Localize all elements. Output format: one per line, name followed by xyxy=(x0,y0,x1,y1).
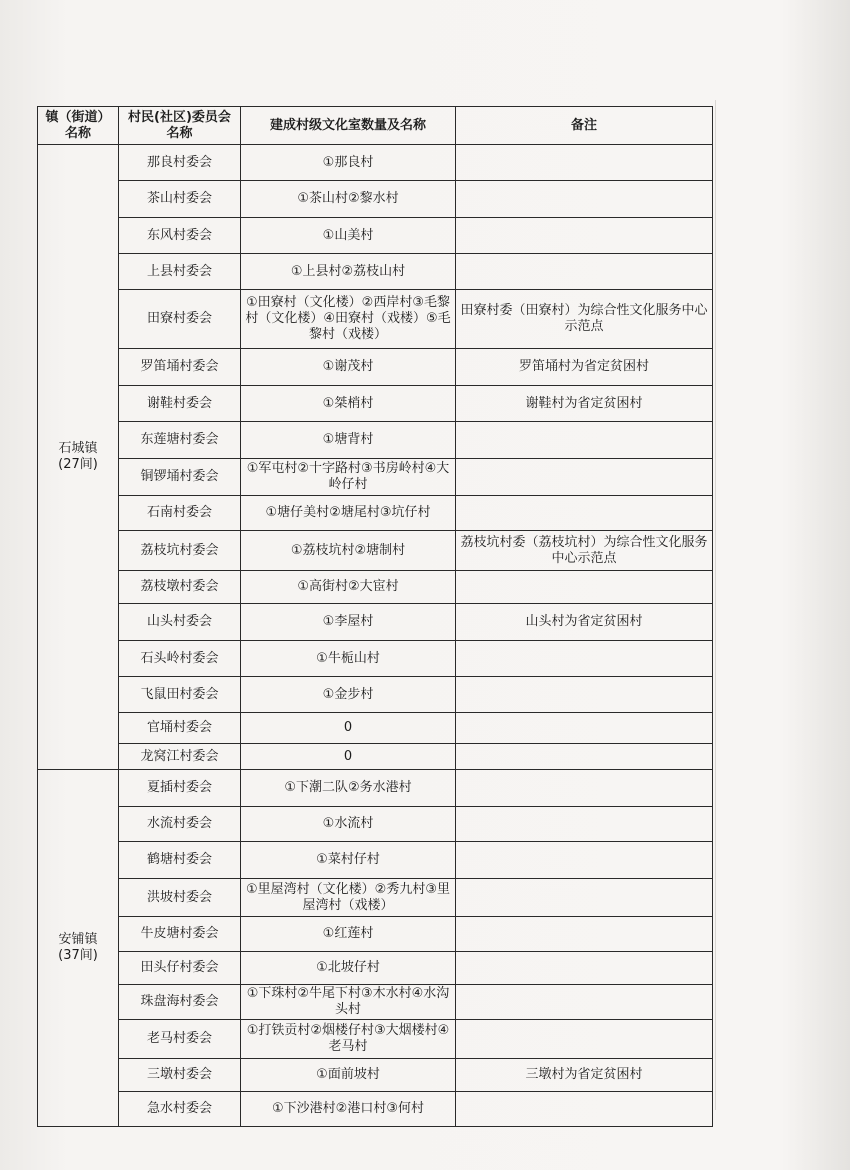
committee-name-cell: 老马村委会 xyxy=(119,1020,241,1059)
table-row xyxy=(38,713,713,744)
note-cell xyxy=(456,181,713,218)
header-room-count: 建成村级文化室数量及名称 xyxy=(241,107,456,145)
committee-name-cell: 水流村委会 xyxy=(119,807,241,842)
committee-name-cell: 三墩村委会 xyxy=(119,1059,241,1092)
town-name: 石城镇 xyxy=(58,441,98,456)
table-row xyxy=(38,422,713,459)
committee-name-cell: 田头仔村委会 xyxy=(119,952,241,985)
room-list-cell: ①下珠村②牛尾下村③木水村④水沟头村 xyxy=(241,985,456,1020)
committee-name-cell: 茶山村委会 xyxy=(119,181,241,218)
committee-name-cell: 东莲塘村委会 xyxy=(119,422,241,459)
committee-name-cell: 珠盘海村委会 xyxy=(119,985,241,1020)
committee-name-cell: 东风村委会 xyxy=(119,218,241,254)
note-cell xyxy=(456,807,713,842)
note-cell xyxy=(456,459,713,496)
room-list-cell: ①红莲村 xyxy=(241,917,456,952)
room-list-cell: ①菜村仔村 xyxy=(241,842,456,879)
table-body xyxy=(38,145,713,1127)
note-cell: 三墩村为省定贫困村 xyxy=(456,1059,713,1092)
room-list-cell: ①那良村 xyxy=(241,145,456,181)
room-list-cell: ①高街村②大宦村 xyxy=(241,571,456,604)
note-cell xyxy=(456,744,713,770)
room-list-cell: 0 xyxy=(241,713,456,744)
table-row xyxy=(38,181,713,218)
table-row xyxy=(38,496,713,531)
table-row xyxy=(38,290,713,349)
town-room-total: (27间) xyxy=(58,457,98,472)
header-note: 备注 xyxy=(456,107,713,145)
committee-name-cell: 上县村委会 xyxy=(119,254,241,290)
note-cell xyxy=(456,145,713,181)
note-cell xyxy=(456,1092,713,1127)
note-cell xyxy=(456,496,713,531)
room-list-cell: ①李屋村 xyxy=(241,604,456,641)
room-list-cell: ①荔枝坑村②塘制村 xyxy=(241,531,456,571)
note-cell: 谢鞋村为省定贫困村 xyxy=(456,386,713,422)
committee-name-cell: 荔枝坑村委会 xyxy=(119,531,241,571)
table-row xyxy=(38,531,713,571)
town-name: 安铺镇 xyxy=(58,932,98,947)
committee-name-cell: 洪坡村委会 xyxy=(119,879,241,917)
table-row xyxy=(38,604,713,641)
table-row xyxy=(38,1092,713,1127)
note-cell xyxy=(456,985,713,1020)
note-cell xyxy=(456,713,713,744)
note-cell: 荔枝坑村委（荔枝坑村）为综合性文化服务中心示范点 xyxy=(456,531,713,571)
room-list-cell: ①金步村 xyxy=(241,677,456,713)
room-list-cell: ①下潮二队②务水港村 xyxy=(241,770,456,807)
note-cell xyxy=(456,422,713,459)
committee-name-cell: 那良村委会 xyxy=(119,145,241,181)
room-list-cell: ①田寮村（文化楼）②西岸村③毛黎村（文化楼）④田寮村（戏楼）⑤毛黎村（戏楼） xyxy=(241,290,456,349)
table-row xyxy=(38,917,713,952)
committee-name-cell: 铜锣埇村委会 xyxy=(119,459,241,496)
note-cell xyxy=(456,218,713,254)
room-list-cell: ①里屋湾村（文化楼）②秀九村③里屋湾村（戏楼） xyxy=(241,879,456,917)
note-cell xyxy=(456,1020,713,1059)
note-cell xyxy=(456,952,713,985)
town-room-total: (37间) xyxy=(58,948,98,963)
note-cell xyxy=(456,842,713,879)
committee-name-cell: 鹤塘村委会 xyxy=(119,842,241,879)
note-cell: 山头村为省定贫困村 xyxy=(456,604,713,641)
room-list-cell: ①牛栀山村 xyxy=(241,641,456,677)
room-list-cell: ①下沙港村②港口村③何村 xyxy=(241,1092,456,1127)
table-row xyxy=(38,349,713,386)
note-cell xyxy=(456,677,713,713)
room-list-cell: ①山美村 xyxy=(241,218,456,254)
table-row xyxy=(38,985,713,1020)
header-committee: 村民(社区)委员会名称 xyxy=(119,107,241,145)
town-cell xyxy=(38,145,119,770)
committee-name-cell: 牛皮塘村委会 xyxy=(119,917,241,952)
note-cell xyxy=(456,254,713,290)
table-row xyxy=(38,807,713,842)
table-row xyxy=(38,145,713,181)
note-cell xyxy=(456,770,713,807)
table-row xyxy=(38,952,713,985)
table-row xyxy=(38,1059,713,1092)
culture-room-table xyxy=(37,106,713,1127)
room-list-cell: ①桀梢村 xyxy=(241,386,456,422)
room-list-cell: ①上县村②荔枝山村 xyxy=(241,254,456,290)
table-row xyxy=(38,254,713,290)
page-edge-shadow xyxy=(715,100,746,1110)
room-list-cell: ①塘仔美村②塘尾村③坑仔村 xyxy=(241,496,456,531)
table-row xyxy=(38,1020,713,1059)
note-cell xyxy=(456,917,713,952)
table-row xyxy=(38,677,713,713)
committee-name-cell: 夏插村委会 xyxy=(119,770,241,807)
town-cell xyxy=(38,770,119,1127)
room-list-cell: ①塘背村 xyxy=(241,422,456,459)
note-cell xyxy=(456,641,713,677)
committee-name-cell: 田寮村委会 xyxy=(119,290,241,349)
committee-name-cell: 龙窝江村委会 xyxy=(119,744,241,770)
committee-name-cell: 荔枝墩村委会 xyxy=(119,571,241,604)
table-row xyxy=(38,770,713,807)
committee-name-cell: 山头村委会 xyxy=(119,604,241,641)
table-row xyxy=(38,744,713,770)
table-row xyxy=(38,386,713,422)
committee-name-cell: 石南村委会 xyxy=(119,496,241,531)
room-list-cell: ①军屯村②十字路村③书房岭村④大岭仔村 xyxy=(241,459,456,496)
committee-name-cell: 飞鼠田村委会 xyxy=(119,677,241,713)
room-list-cell: ①北坡仔村 xyxy=(241,952,456,985)
note-cell xyxy=(456,571,713,604)
committee-name-cell: 罗笛埇村委会 xyxy=(119,349,241,386)
room-list-cell: ①水流村 xyxy=(241,807,456,842)
table-header-row xyxy=(38,107,713,145)
note-cell xyxy=(456,879,713,917)
committee-name-cell: 谢鞋村委会 xyxy=(119,386,241,422)
table-row xyxy=(38,571,713,604)
note-cell: 田寮村委（田寮村）为综合性文化服务中心示范点 xyxy=(456,290,713,349)
table-row xyxy=(38,842,713,879)
room-list-cell: 0 xyxy=(241,744,456,770)
table-row xyxy=(38,218,713,254)
table-row xyxy=(38,459,713,496)
committee-name-cell: 急水村委会 xyxy=(119,1092,241,1127)
table-row xyxy=(38,641,713,677)
note-cell: 罗笛埇村为省定贫困村 xyxy=(456,349,713,386)
room-list-cell: ①茶山村②黎水村 xyxy=(241,181,456,218)
room-list-cell: ①打铁贡村②烟楼仔村③大烟楼村④老马村 xyxy=(241,1020,456,1059)
header-town: 镇（街道）名称 xyxy=(38,107,119,145)
room-list-cell: ①谢茂村 xyxy=(241,349,456,386)
committee-name-cell: 石头岭村委会 xyxy=(119,641,241,677)
table-row xyxy=(38,879,713,917)
room-list-cell: ①面前坡村 xyxy=(241,1059,456,1092)
committee-name-cell: 官埇村委会 xyxy=(119,713,241,744)
